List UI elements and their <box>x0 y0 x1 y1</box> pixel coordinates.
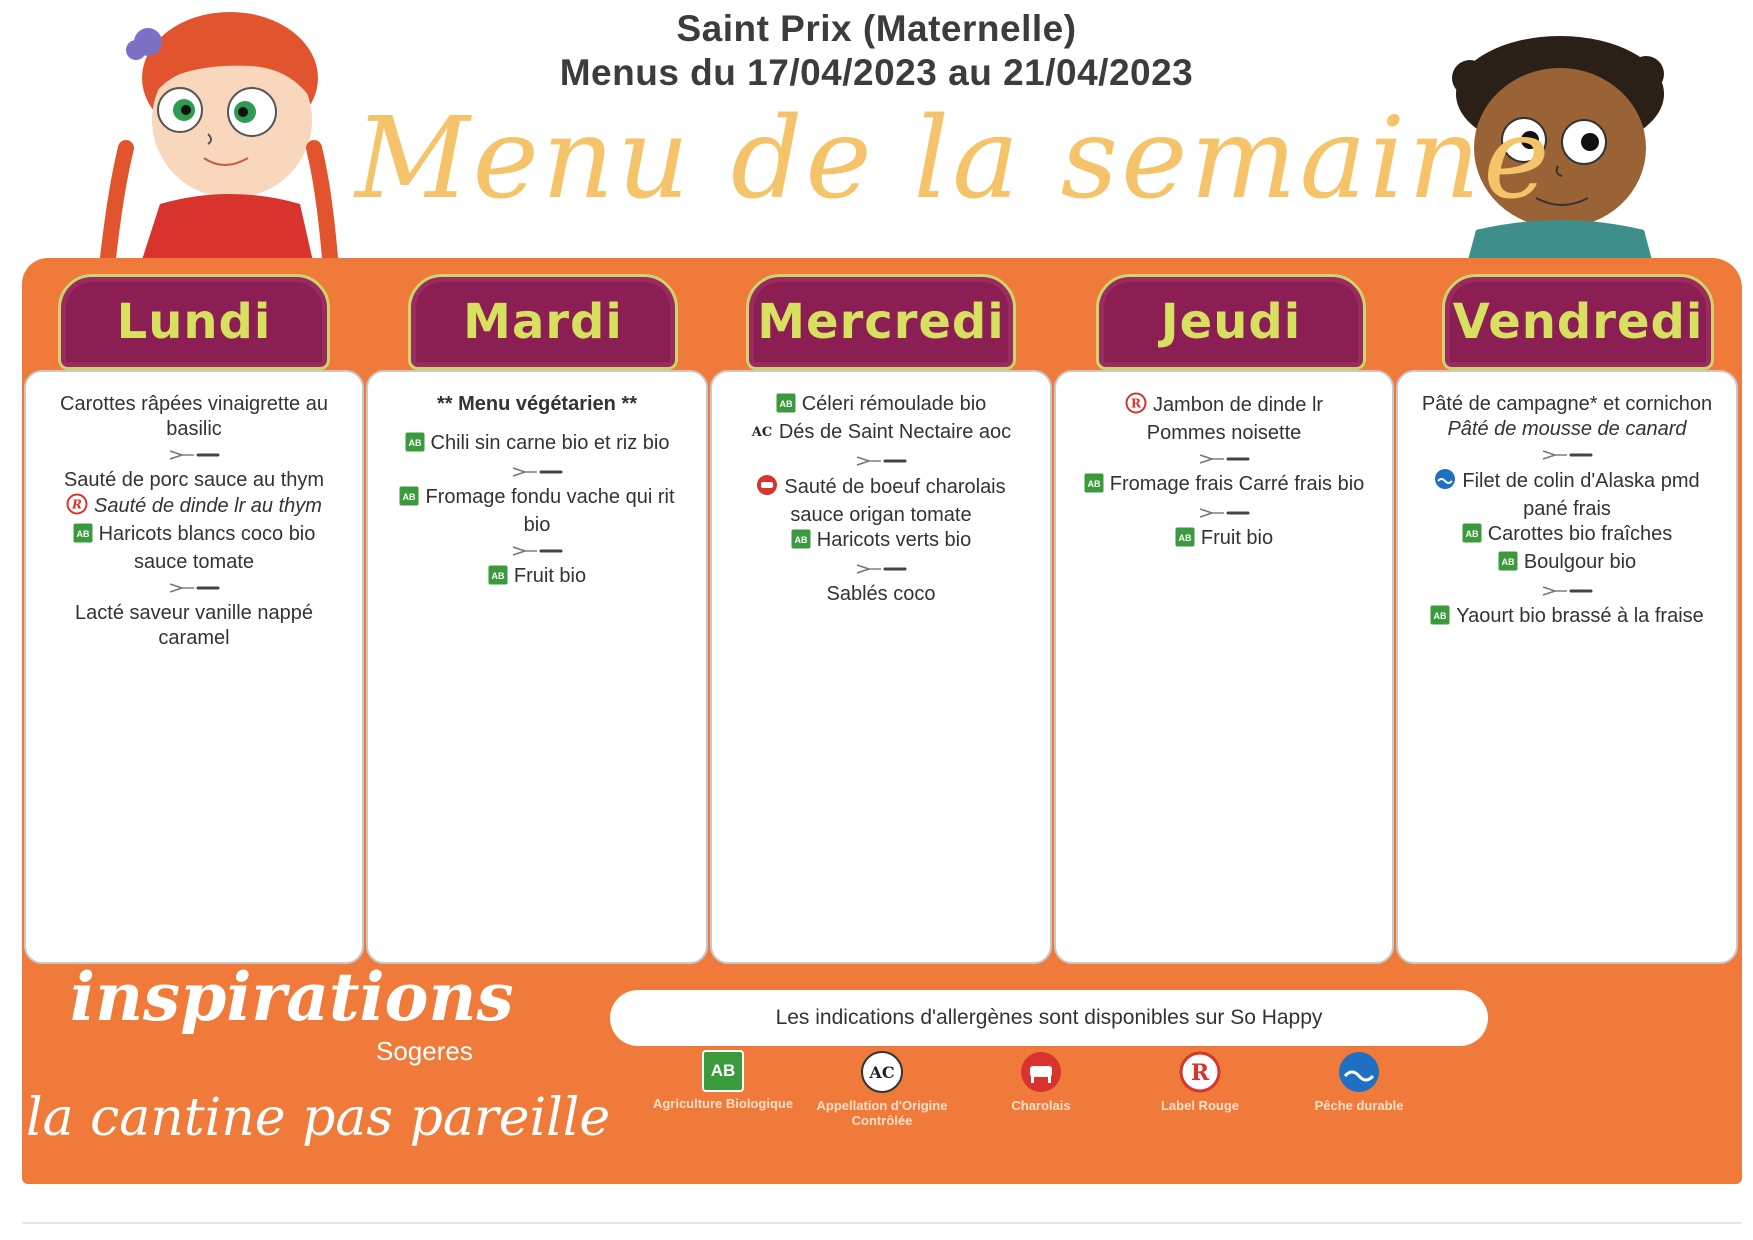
svg-text:AB: AB <box>1433 611 1447 621</box>
legend-label: Agriculture Biologique <box>652 1096 794 1111</box>
course-separator <box>730 448 1032 474</box>
legend-ab <box>638 1050 808 1111</box>
course-separator <box>1074 446 1374 472</box>
menu-item <box>1416 604 1718 632</box>
legend-aoc <box>797 1050 967 1128</box>
day-label: Vendredi <box>1452 294 1704 350</box>
svg-text:AB: AB <box>76 529 90 539</box>
ab-icon <box>776 393 796 420</box>
svg-text:AB: AB <box>1501 557 1515 567</box>
menu-item <box>1416 522 1718 550</box>
bottom-rule <box>22 1222 1742 1224</box>
brand-logo: inspirations <box>70 958 514 1036</box>
menu-period: Menus du 17/04/2023 au 21/04/2023 <box>559 52 1194 93</box>
menu-item <box>386 392 688 417</box>
svg-text:AB: AB <box>408 438 421 448</box>
legend-label: Label Rouge <box>1160 1098 1239 1113</box>
ab-icon <box>638 1050 808 1092</box>
menu-item-text: Fromage fondu vache qui rit bio <box>425 486 675 536</box>
menu-item <box>1416 392 1718 417</box>
charolais-icon <box>756 474 778 503</box>
girl-illustration <box>100 8 340 266</box>
menu-item <box>44 522 344 575</box>
menu-item <box>1416 550 1718 578</box>
menu-item <box>730 420 1032 448</box>
menu-item-text: Filet de colin d'Alaska pmd pané frais <box>1462 470 1700 520</box>
day-label: Lundi <box>116 294 272 350</box>
ab-icon <box>1498 551 1518 578</box>
day-label: Mardi <box>463 294 623 350</box>
menu-item <box>730 392 1032 420</box>
menu-item <box>1074 526 1374 554</box>
ab-icon <box>1084 473 1104 500</box>
menu-item-text: Sablés coco <box>826 583 936 605</box>
svg-text:AC: AC <box>751 425 773 440</box>
menu-item-text: Pâté de campagne* et cornichon <box>1421 393 1713 415</box>
svg-text:AB: AB <box>794 535 808 545</box>
menu-item-text: Sauté de porc sauce au thym <box>63 469 325 491</box>
tab-mardi <box>408 274 678 370</box>
svg-text:AB: AB <box>1178 533 1192 543</box>
day-column-lundi <box>24 370 364 964</box>
ab-icon <box>1430 605 1450 632</box>
course-separator <box>386 459 688 485</box>
label-rouge-icon <box>66 493 88 522</box>
course-separator <box>1416 578 1718 604</box>
label-rouge-icon <box>1115 1050 1285 1094</box>
svg-text:AB: AB <box>779 399 793 409</box>
course-separator <box>1416 442 1718 468</box>
ab-icon <box>1175 527 1195 554</box>
tab-jeudi <box>1096 274 1366 370</box>
menu-item-text: Fromage frais Carré frais bio <box>1109 473 1365 495</box>
ab-icon <box>73 523 93 550</box>
svg-text:AC: AC <box>869 1063 895 1082</box>
ab-icon <box>405 432 425 459</box>
menu-item <box>1416 468 1718 522</box>
svg-text:AB: AB <box>402 492 416 502</box>
menu-item-text: Haricots verts bio <box>816 529 972 551</box>
legend-label: Charolais <box>1011 1098 1071 1113</box>
tab-lundi <box>58 274 330 370</box>
menu-item-text: Carottes râpées vinaigrette au basilic <box>60 393 328 440</box>
svg-text:AB: AB <box>1087 479 1101 489</box>
menu-item-text: Yaourt bio brassé à la fraise <box>1456 605 1704 627</box>
school-name: Saint Prix (Maternelle) <box>676 8 1077 49</box>
menu-item <box>44 392 344 442</box>
menu-item-text: Dés de Saint Nectaire aoc <box>778 421 1012 443</box>
day-column-mardi <box>366 370 708 964</box>
menu-item-text: Carottes bio fraîches <box>1487 523 1673 545</box>
menu-item-text: Boulgour bio <box>1523 551 1637 573</box>
course-separator <box>730 556 1032 582</box>
menu-item <box>386 485 688 538</box>
menu-item <box>730 528 1032 556</box>
menu-item-text: Lacté saveur vanille nappé caramel <box>75 602 313 649</box>
svg-text:R: R <box>1190 1060 1210 1086</box>
legend-label: Appellation d'Origine Contrôlée <box>816 1098 948 1128</box>
svg-text:R: R <box>1130 396 1141 411</box>
menu-item <box>386 564 688 592</box>
script-title: Menu de la semaine <box>355 94 1553 224</box>
day-label: Jeudi <box>1160 294 1302 350</box>
menu-item <box>1074 472 1374 500</box>
day-column-jeudi <box>1054 370 1394 964</box>
menu-item-text: Pommes noisette <box>1146 422 1302 444</box>
menu-item <box>1074 392 1374 421</box>
ab-icon <box>1462 523 1482 550</box>
day-label: Mercredi <box>757 294 1005 350</box>
svg-text:AB: AB <box>491 571 505 581</box>
legend-peche <box>1274 1050 1444 1113</box>
menu-item-text: Fruit bio <box>513 565 587 587</box>
ab-icon <box>791 529 811 556</box>
menu-item-text: Pâté de mousse de canard <box>1447 418 1687 440</box>
menu-item <box>1074 421 1374 446</box>
brand-sub: Sogeres <box>376 1036 473 1066</box>
tab-mercredi <box>746 274 1016 370</box>
ab-icon <box>399 486 419 513</box>
spacer <box>386 417 688 431</box>
ab-icon <box>488 565 508 592</box>
menu-item <box>730 474 1032 528</box>
day-column-mercredi <box>710 370 1052 964</box>
label-rouge-icon <box>1125 392 1147 421</box>
svg-text:R: R <box>72 497 83 512</box>
menu-item-text: Sauté de dinde lr au thym <box>94 495 322 517</box>
menu-item-text: Chili sin carne bio et riz bio <box>430 432 670 454</box>
menu-item-text: Céleri rémoulade bio <box>801 393 987 415</box>
menu-item <box>1416 417 1718 442</box>
menu-item <box>44 468 344 493</box>
menu-item <box>730 582 1032 607</box>
menu-item <box>44 493 344 522</box>
peche-durable-icon <box>1434 468 1456 497</box>
menu-item <box>44 601 344 651</box>
course-separator <box>1074 500 1374 526</box>
tab-vendredi <box>1442 274 1714 370</box>
menu-item-text: Haricots blancs coco bio sauce tomate <box>98 523 316 573</box>
aoc-icon <box>797 1050 967 1094</box>
legend-label: Pêche durable <box>1314 1098 1404 1113</box>
course-separator <box>44 575 344 601</box>
course-separator <box>386 538 688 564</box>
slogan: la cantine pas pareille <box>26 1088 611 1148</box>
svg-text:AB: AB <box>1465 529 1479 539</box>
charolais-icon <box>956 1050 1126 1094</box>
svg-text:AB: AB <box>710 1061 736 1080</box>
peche-durable-icon <box>1274 1050 1444 1094</box>
menu-item-text: Fruit bio <box>1200 527 1274 549</box>
legend-label-rouge <box>1115 1050 1285 1113</box>
menu-item-text: Sauté de boeuf charolais sauce origan tomate <box>784 476 1006 526</box>
aoc-icon <box>751 421 773 448</box>
menu-item-text: ** Menu végétarien ** <box>436 393 638 415</box>
menu-item-text: Jambon de dinde lr <box>1152 394 1324 416</box>
allergen-note: Les indications d'allergènes sont disponibles sur So Happy <box>610 990 1488 1046</box>
day-column-vendredi <box>1396 370 1738 964</box>
course-separator <box>44 442 344 468</box>
menu-item <box>386 431 688 459</box>
legend-charolais <box>956 1050 1126 1113</box>
